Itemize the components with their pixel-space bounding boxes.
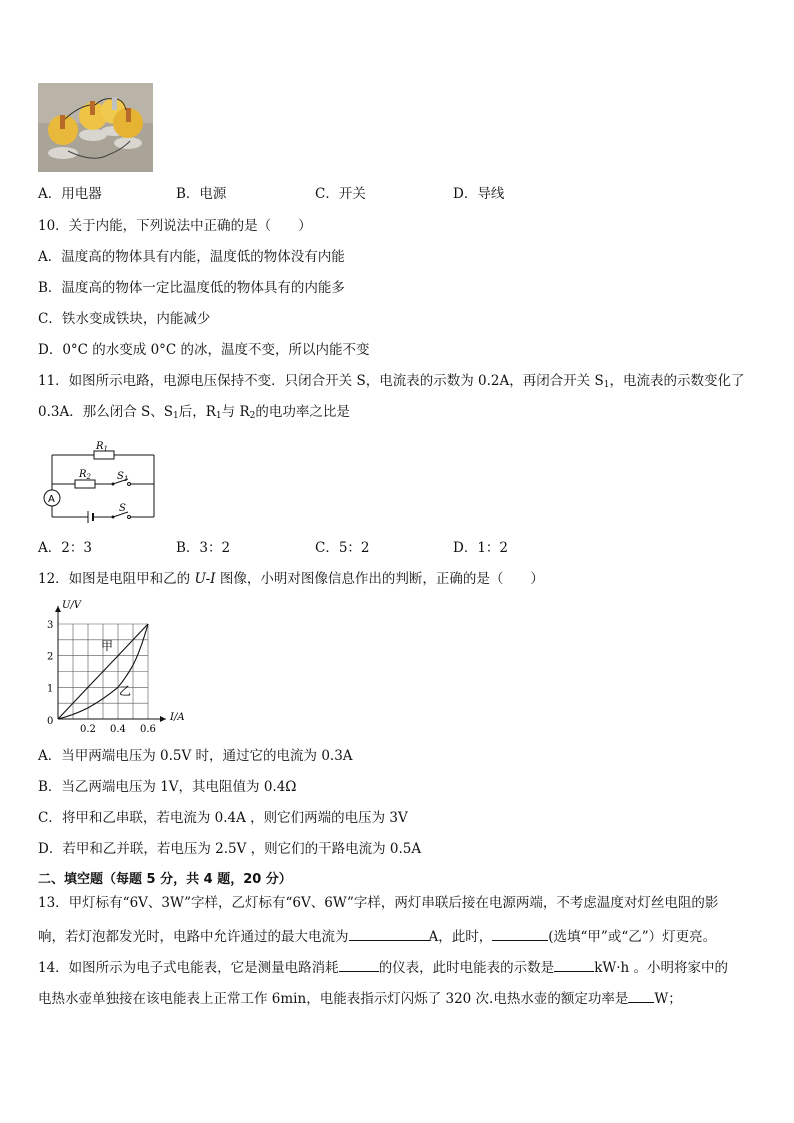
- ui-chart: [38, 598, 198, 735]
- q12-option-a[interactable]: A．当甲两端电压为 0.5V 时，通过它的电流为 0.3A: [38, 748, 353, 764]
- x-tick-label: 0.6: [140, 724, 156, 735]
- y-tick-label: 1: [47, 683, 54, 695]
- circuit-label-r1: $R_1$: [96, 441, 108, 453]
- q11-option-a[interactable]: A．2：3: [38, 540, 92, 556]
- q11-stem-line2: 0.3A．那么闭合 S、$S_1$后，$R_1$与 $R_2$的电功率之比是: [38, 404, 350, 421]
- circuit-label-s1: $S_1$: [117, 471, 129, 483]
- lemon-battery-photo: [38, 83, 153, 172]
- series-label-yi: 乙: [119, 684, 132, 698]
- q10-option-b[interactable]: B．温度高的物体一定比温度低的物体具有的内能多: [38, 280, 345, 296]
- q11-option-d[interactable]: D．1：2: [453, 540, 509, 556]
- q14-blank-reading[interactable]: [554, 959, 594, 972]
- q10-option-a[interactable]: A．温度高的物体具有内能，温度低的物体没有内能: [38, 249, 345, 265]
- y-axis-arrow: [55, 606, 61, 612]
- q12-stem: 12．如图是电阻甲和乙的 U-I 图像，小明对图像信息作出的判断，正确的是（ ）: [38, 571, 544, 587]
- series-label-jia: 甲: [101, 639, 114, 653]
- q11-option-c[interactable]: C．5：2: [315, 540, 370, 556]
- q11-circuit-diagram: [38, 438, 158, 522]
- q10-option-d[interactable]: D．0°C 的水变成 0°C 的冰，温度不变，所以内能不变: [38, 342, 370, 358]
- q14-line1: 14．如图所示为电子式电能表，它是测量电路消耗 的仪表，此时电能表的示数是 kW·h 。小明将家中的: [38, 960, 729, 976]
- x-axis-label: I/A: [170, 712, 185, 723]
- q9-option-c[interactable]: C．开关: [315, 186, 366, 202]
- q12-option-c[interactable]: C．将甲和乙串联，若电流为 0.4A ，则它们两端的电压为 3V: [38, 810, 408, 826]
- q9-option-d[interactable]: D．导线: [453, 186, 505, 202]
- x-tick-label: 0.4: [110, 724, 126, 735]
- ammeter-icon: A: [48, 494, 55, 505]
- x-axis-arrow: [160, 716, 166, 722]
- origin-label: 0: [47, 716, 54, 727]
- y-axis-label: U/V: [62, 600, 82, 611]
- y-tick-label: 2: [47, 651, 54, 663]
- q14-blank-quantity[interactable]: [339, 959, 379, 972]
- q13-blank-lamp[interactable]: [492, 928, 548, 941]
- q12-option-d[interactable]: D．若甲和乙并联，若电压为 2.5V ，则它们的干路电流为 0.5A: [38, 841, 422, 857]
- q9-option-a[interactable]: A．用电器: [38, 186, 102, 202]
- q13-line1: 13．甲灯标有“6V、3W”字样，乙灯标有“6V、6W”字样，两灯串联后接在电源两端，不考虑温度对灯丝电阻的影: [38, 895, 719, 911]
- chart-labels: [47, 600, 185, 735]
- q11-option-b[interactable]: B．3：2: [176, 540, 231, 556]
- q10-stem: 10．关于内能，下列说法中正确的是（ ）: [38, 218, 312, 234]
- section-heading-fill-blank: 二、填空题（每题 5 分，共 4 题，20 分）: [38, 872, 292, 887]
- q13-line2: 响，若灯泡都发光时，电路中允许通过的最大电流为 A，此时， (选填“甲”或“乙”）灯更亮。: [38, 929, 717, 945]
- circuit-label-s: S: [119, 503, 126, 514]
- q13-blank-current[interactable]: [349, 928, 429, 941]
- q14-blank-power[interactable]: [628, 990, 654, 1003]
- q14-line2: 电热水壶单独接在该电能表上正常工作 6min，电能表指示灯闪烁了 320 次.电热水壶的额定功率是 W；: [38, 991, 682, 1007]
- q9-option-b[interactable]: B．电源: [176, 186, 227, 202]
- q12-option-b[interactable]: B．当乙两端电压为 1V，其电阻值为 0.4Ω: [38, 779, 297, 795]
- q11-stem-line1: 11．如图所示电路，电源电压保持不变．只闭合开关 S，电流表的示数为 0.2A，再闭合开关 $S_1$，电流表的示数变化了: [38, 373, 745, 390]
- q10-option-c[interactable]: C．铁水变成铁块，内能减少: [38, 311, 211, 327]
- y-tick-label: 3: [47, 620, 54, 631]
- x-tick-label: 0.2: [80, 724, 96, 735]
- circuit-label-r2: $R_2$: [79, 469, 91, 481]
